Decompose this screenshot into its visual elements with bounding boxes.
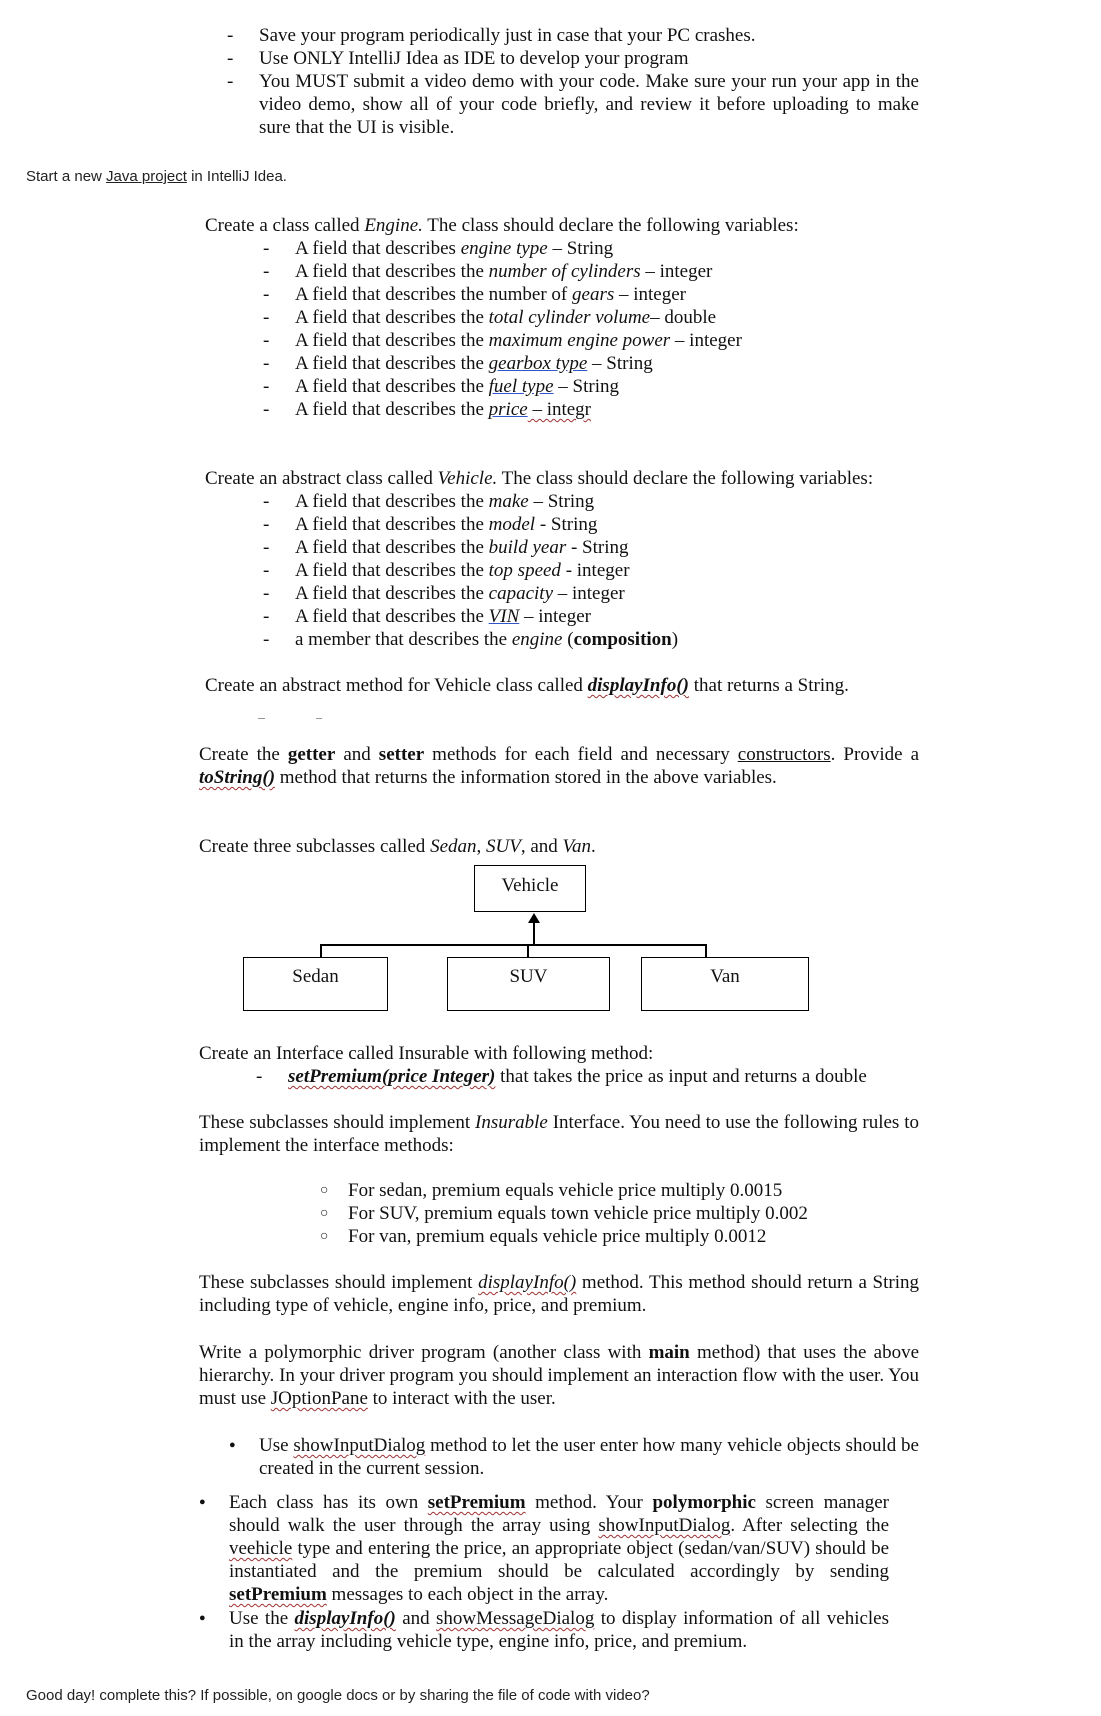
list-item: - A field that describes the maximum engine power – integer	[295, 329, 742, 352]
list-item: - a member that describes the engine (composition)	[295, 628, 678, 651]
list-item: ○ For SUV, premium equals town vehicle price multiply 0.002	[348, 1202, 808, 1225]
getter-setter-paragraph: Create the getter and setter methods for each field and necessary constructors. Provide a toString() method that returns the information stored in the above variables.	[199, 744, 919, 788]
inheritance-bar	[320, 944, 707, 946]
vehicle-class-box: Vehicle	[474, 865, 586, 912]
list-item: - A field that describes the model - String	[295, 513, 678, 536]
list-item: ● Each class has its own setPremium method. Your polymorphic screen manager should walk the user through the array using showInputDialog. After selecting the veehicle type and entering the price, an appropriate object (sedan/van/SUV) should be instantiated and the premium should be calculated accordingly by sending setPremium messages to each object in the array.	[229, 1491, 889, 1606]
list-item: - A field that describes the gearbox type – String	[295, 352, 742, 375]
implement-paragraph: These subclasses should implement Insurable Interface. You need to use the following rules to implement the interface methods:	[199, 1112, 919, 1156]
list-item: - setPremium(price Integer) that takes the price as input and returns a double	[288, 1065, 867, 1088]
start-line: Start a new Java project in IntelliJ Idea.	[26, 168, 287, 185]
vehicle-field-list	[295, 490, 678, 651]
list-item: - Save your program periodically just in case that your PC crashes.	[259, 24, 919, 47]
list-item: - A field that describes the total cylinder volume– double	[295, 306, 742, 329]
suv-class-box: SUV	[447, 957, 610, 1011]
inheritance-arrowhead-icon	[528, 913, 540, 923]
connector-sedan	[320, 944, 322, 958]
engine-intro: Create a class called Engine. The class should declare the following variables:	[205, 215, 799, 236]
list-item: - A field that describes the top speed - integer	[295, 559, 678, 582]
connector-van	[705, 944, 707, 958]
driver-bullet-3	[229, 1607, 889, 1653]
list-item: - A field that describes the capacity – integer	[295, 582, 678, 605]
list-item: ○ For van, premium equals vehicle price multiply 0.0012	[348, 1225, 808, 1248]
list-item: - A field that describes the number of gears – integer	[295, 283, 742, 306]
driver-bullet-1	[259, 1434, 919, 1480]
premium-rules-list	[348, 1179, 808, 1248]
top-list	[259, 24, 919, 139]
footer-comment: Good day! complete this? If possible, on google docs or by sharing the file of code with video?	[26, 1687, 650, 1704]
list-item: - A field that describes the make – String	[295, 490, 678, 513]
vehicle-intro: Create an abstract class called Vehicle. The class should declare the following variables:	[205, 468, 874, 489]
constructors-link[interactable]: constructors	[737, 744, 831, 765]
list-item: - A field that describes the fuel type – String	[295, 375, 742, 398]
list-item: - A field that describes engine type – String	[295, 237, 742, 260]
interface-intro: Create an Interface called Insurable with following method:	[199, 1043, 654, 1064]
java-project-link[interactable]: Java project	[106, 168, 187, 185]
list-item: - A field that describes the build year - String	[295, 536, 678, 559]
engine-field-list	[295, 237, 742, 421]
list-item: - A field that describes the price – integr	[295, 398, 742, 421]
list-item: ○ For sedan, premium equals vehicle price multiply 0.0015	[348, 1179, 808, 1202]
list-item: - Use ONLY IntelliJ Idea as IDE to develop your program	[259, 47, 919, 70]
subclasses-line: Create three subclasses called Sedan, SUV, and Van.	[199, 836, 596, 857]
stray-dash-marks	[258, 718, 318, 720]
connector-suv	[527, 944, 529, 958]
abstract-method-line: Create an abstract method for Vehicle class called displayInfo() that returns a String.	[205, 675, 849, 696]
driver-paragraph: Write a polymorphic driver program (another class with main method) that uses the above hierarchy. In your driver program you should implement an interaction flow with the user. You must use JOptionPane to interact with the user.	[199, 1342, 920, 1409]
interface-method-list	[288, 1065, 867, 1088]
list-item: - You MUST submit a video demo with your code. Make sure your run your app in the video demo, show all of your code briefly, and review it before uploading to make sure that the UI is visible.	[259, 70, 919, 139]
list-item: ● Use the displayInfo() and showMessageDialog to display information of all vehicles in the array including vehicle type, engine info, price, and premium.	[229, 1607, 889, 1653]
sedan-class-box: Sedan	[243, 957, 388, 1011]
list-item: ● Use showInputDialog method to let the user enter how many vehicle objects should be created in the current session.	[259, 1434, 919, 1480]
list-item: - A field that describes the VIN – integer	[295, 605, 678, 628]
van-class-box: Van	[641, 957, 809, 1011]
list-item: - A field that describes the number of cylinders – integer	[295, 260, 742, 283]
inheritance-stem	[533, 921, 535, 945]
display-info-paragraph: These subclasses should implement displayInfo() method. This method should return a String including type of vehicle, engine info, price, and premium.	[199, 1272, 919, 1316]
driver-bullet-2	[229, 1491, 889, 1606]
